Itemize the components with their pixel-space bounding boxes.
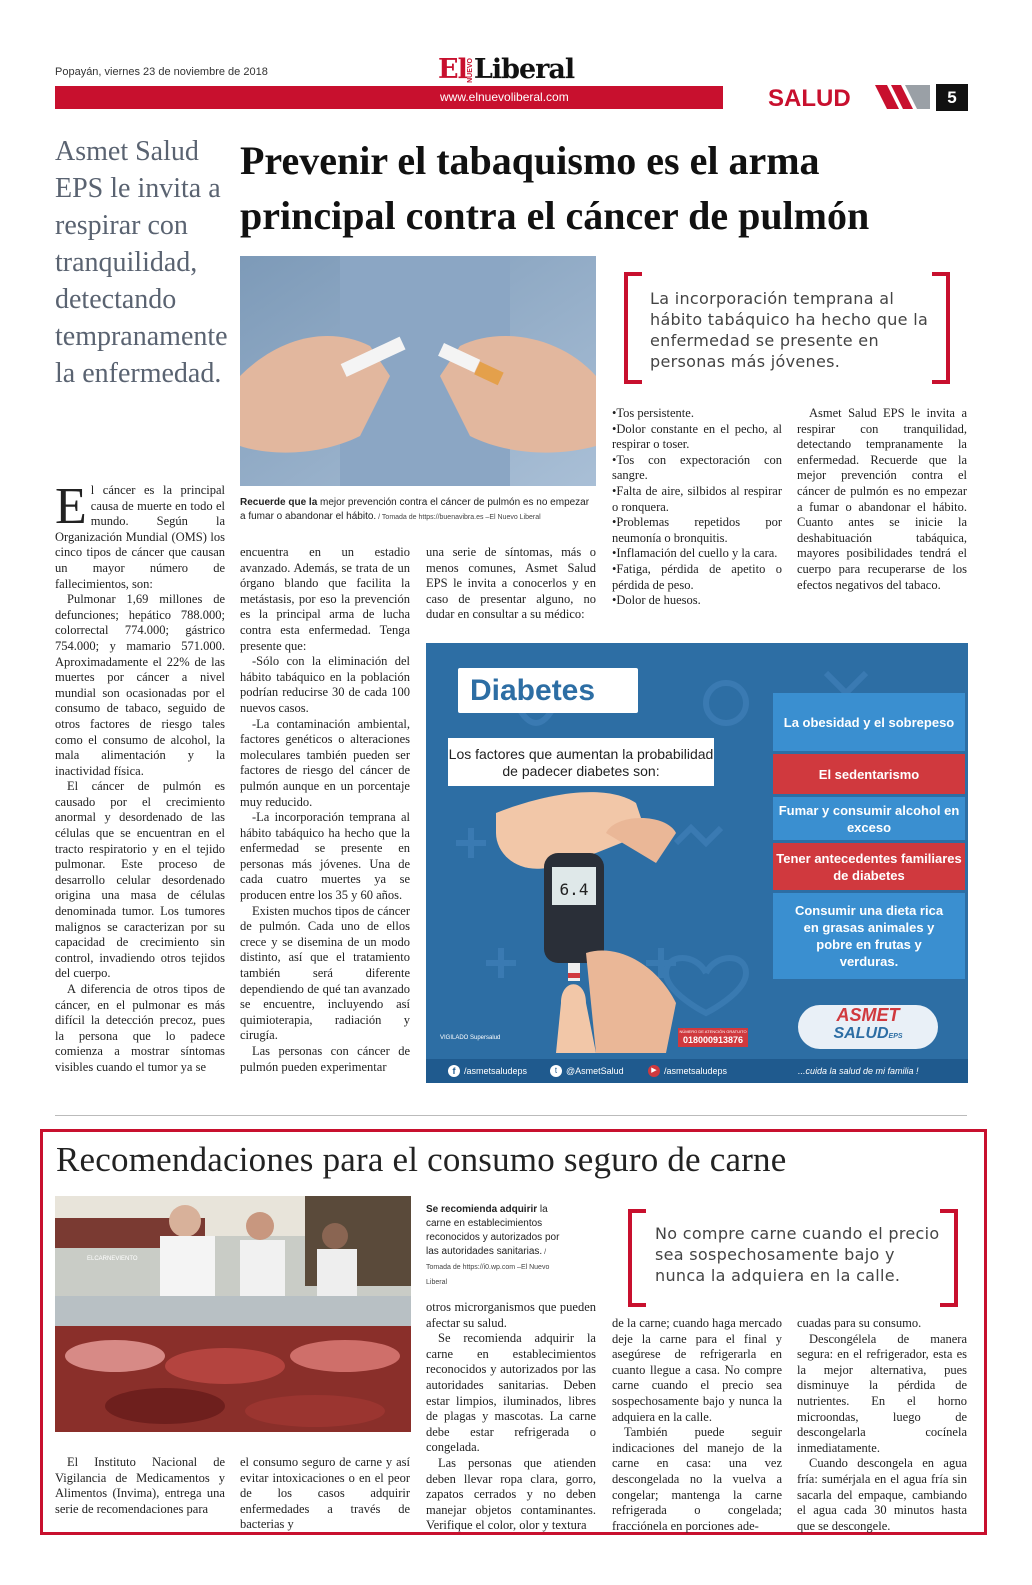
paragraph: -La incorporación temprana al hábito tabáquico ha hecho que la enfermedad se presente en personas más jóvenes. Una de cada cuatro muertes ya se producen entre los 35 y 60 años. bbox=[240, 810, 410, 903]
quote-bracket-right-2 bbox=[940, 1209, 958, 1307]
section-title: SALUD bbox=[768, 85, 851, 112]
quote-bracket-left-2 bbox=[628, 1209, 646, 1307]
page-number: 5 bbox=[936, 84, 968, 111]
caption-bold: Recuerde que la bbox=[240, 497, 318, 508]
paragraph: -La contaminación ambiental, factores genéticos o alteraciones moleculares también pueden ser factores de riesgo del cáncer de pulmón aunque en un porcentaje muy reducido. bbox=[240, 716, 410, 809]
social-twitter[interactable]: @AsmetSalud bbox=[566, 1066, 624, 1076]
ad-title: Diabetes bbox=[458, 668, 638, 713]
article2-column-5 bbox=[797, 1316, 967, 1534]
meter-reading: 6.4 bbox=[559, 880, 589, 899]
article-kicker: Asmet Salud EPS le invita a respirar con tranquilidad, detectando tempranamente la enfermedad. bbox=[55, 136, 228, 389]
symptom-item: •Tos con expectoración con sangre. bbox=[612, 452, 782, 483]
article-column-2 bbox=[240, 545, 410, 1075]
caption-credit-2: / Tomada de https://i0.wp.com –El Nuevo Liberal bbox=[426, 1249, 550, 1286]
paragraph: Existen muchos tipos de cáncer de pulmón. Cada uno de ellos crece y se disemina de un modo distinto, así que el tratamiento también será diferente dependiendo de qué tan avanzado se encuentre, incluyendo así quimioterapia, radiación y cirugía. bbox=[240, 903, 410, 1043]
article2-column-4 bbox=[612, 1316, 782, 1534]
youtube-icon: ▶ bbox=[648, 1065, 660, 1077]
phone-number[interactable]: 018000913876 bbox=[682, 1035, 744, 1045]
caption-text: mejor prevención contra el cáncer de pulmón es no empezar a fumar o abandonar el hábito. bbox=[240, 497, 590, 522]
vigilado-label: VIGILADO Supersalud bbox=[440, 1035, 501, 1041]
section-stripes-decoration bbox=[875, 85, 930, 109]
paragraph: Pulmonar 1,69 millones de defunciones; hepático 788.000; colorrectal 774.000; gástrico 754.000; y mamario 571.000. Aproximadamente el 22% de las muertes por cáncer a nivel mundial son ocasionadas por el consumo de tabaco, seguido de otros factores de riesgo tales como el consumo de alcohol, la mala alimentación y la inactividad física. bbox=[55, 592, 225, 778]
article2-column-1 bbox=[55, 1455, 225, 1517]
paragraph: El cáncer de pulmón es causado por el crecimiento anormal y desordenado de las células que se encuentran en el tracto respiratorio y en el tejido pulmonar. Este proceso de desarrollo celular desordenado origina una masa de células denominada tumor. Los tumores malignos se caracterizan por su capacidad de crecimiento sin control, invadiendo otros tejidos del cuerpo. bbox=[55, 779, 225, 981]
article2-column-2 bbox=[240, 1455, 410, 1533]
pull-quote-2: No compre carne cuando el precio sea sospechosamente bajo y nunca la adquiera en la calle. bbox=[655, 1224, 940, 1285]
paragraph: Las personas que atienden deben llevar ropa clara, gorro, zapatos cerrados y no deben manejar objetos contaminantes. Verifique el color, olor y textura bbox=[426, 1455, 596, 1533]
paragraph: una serie de síntomas, más o menos comunes, Asmet Salud EPS le invita a conocerlos y en caso de presentar alguno, no dudar en consultar a su médico: bbox=[426, 545, 596, 622]
logo-liberal: Liberal bbox=[473, 54, 575, 85]
article-column-5 bbox=[797, 406, 967, 593]
symptom-item: •Fatiga, pérdida de apetito o pérdida de peso. bbox=[612, 561, 782, 592]
caption-text-2: la carne en establecimientos reconocidos y autorizados por las autoridades sanitarias. bbox=[426, 1204, 560, 1257]
paragraph: Asmet Salud EPS le invita a respirar con tranquilidad, detectando tempranamente la enfermedad. Recuerde que la mejor prevención contra el cáncer de pulmón es no empezar a fumar o abandonar el hábito. Cuanto antes se inicie la deshabituación tabáquica, mayores posibilidades tendrá el cuerpo para recuperarse de los efectos negativos del tabaco. bbox=[797, 406, 967, 592]
symptom-item: •Tos persistente. bbox=[612, 406, 694, 420]
social-bar bbox=[426, 1059, 968, 1083]
factor-obesity: La obesidad y el sobrepeso bbox=[773, 693, 965, 751]
butcher-shop-photo bbox=[55, 1196, 411, 1432]
factor-sedentary: El sedentarismo bbox=[773, 754, 965, 794]
quote-bracket-right bbox=[932, 272, 950, 384]
factor-family-history: Tener antecedentes familiares de diabetes bbox=[773, 843, 965, 890]
article2-column-3 bbox=[426, 1300, 596, 1534]
caption-bold-2: Se recomienda adquirir bbox=[426, 1204, 538, 1215]
paragraph: el consumo seguro de carne y así evitar intoxicaciones o en el peor de los casos adquirir enfermedades a través de bacterias y bbox=[240, 1455, 410, 1532]
paragraph: otros microrganismos que pueden afectar su salud. bbox=[426, 1300, 596, 1330]
paragraph: También puede seguir indicaciones del manejo de la carne en casa: una vez descongelada no la vuelva a congelar; mantenga la carne refrigerada o congelada; fracciónela en porciones ade- bbox=[612, 1425, 782, 1533]
logo-el: El bbox=[438, 54, 467, 85]
social-youtube[interactable]: /asmetsaludeps bbox=[664, 1066, 728, 1076]
article-column-3 bbox=[426, 545, 596, 623]
header-red-bar bbox=[55, 86, 723, 109]
phone-label: NÚMERO DE ATENCIÓN GRATUITO bbox=[679, 1029, 747, 1034]
symptom-item: •Falta de aire, silbidos al respirar o ronquera. bbox=[612, 483, 782, 514]
paragraph: Descongélela de manera segura: en el refrigerador, esta es la mejor alternativa, pues disminuye la pérdida de nutrientes. En el horno microondas, luego de descongelarla cocínela inmediatamente. bbox=[797, 1331, 967, 1455]
shop-sign: ELCARNEVIENTO bbox=[87, 1256, 138, 1262]
paragraph: A diferencia de otros tipos de cáncer, en el pulmonar es más difícil la detección precoz, pues la persona que lo padece comienza a mostrar síntomas visibles cuando el tumor ya se bbox=[55, 982, 225, 1074]
symptom-item: •Problemas repetidos por neumonía o bronquitis. bbox=[612, 515, 782, 545]
ad-slogan: ...cuida la salud de mi familia ! bbox=[798, 1066, 919, 1076]
symptom-item: •Inflamación del cuello y la cara. bbox=[612, 546, 778, 561]
facebook-icon: f bbox=[448, 1065, 460, 1077]
phone-box bbox=[678, 1028, 748, 1047]
quote-bracket-left bbox=[624, 272, 642, 384]
symptom-item: •Dolor de huesos. bbox=[612, 593, 701, 608]
newspaper-logo bbox=[438, 54, 574, 85]
paragraph: de la carne; cuando haga mercado deje la carne para el final y asegúrese de refrigerarla en cuanto llegue a casa. No compre carne cuando el precio sea sospechosamente bajo y nunca la adquiera en la calle. bbox=[612, 1316, 782, 1424]
article-column-1 bbox=[55, 478, 225, 1076]
factor-diet: Consumir una dieta rica en grasas animales y pobre en frutas y verduras. bbox=[773, 893, 965, 979]
paragraph: cuadas para su consumo. bbox=[797, 1316, 922, 1330]
factor-smoking-alcohol: Fumar y consumir alcohol en exceso bbox=[773, 797, 965, 840]
ad-question: Los factores que aumentan la probabilidad de padecer diabetes son: bbox=[448, 738, 714, 786]
issue-date: Popayán, viernes 23 de noviembre de 2018 bbox=[55, 66, 268, 78]
paragraph: l cáncer es la principal causa de muerte en todo el mundo. Según la Organización Mundial (OMS) los cinco tipos de cáncer que causan un mayor número de fallecimientos, son: bbox=[55, 483, 225, 591]
section-divider bbox=[55, 1115, 967, 1116]
article-headline: Prevenir el tabaquismo es el arma principal contra el cáncer de pulmón bbox=[240, 138, 870, 238]
drop-cap: E bbox=[55, 478, 87, 535]
paragraph: El Instituto Nacional de Vigilancia de Medicamentos y Alimentos (Invima), entrega una serie de recomendaciones para bbox=[55, 1455, 225, 1516]
twitter-icon: t bbox=[550, 1065, 562, 1077]
asmet-logo-top: ASMET bbox=[836, 1005, 900, 1025]
pull-quote: La incorporación temprana al hábito tabáquico ha hecho que la enfermedad se presente en personas más jóvenes. bbox=[650, 289, 929, 371]
asmet-logo bbox=[798, 1005, 938, 1049]
asmet-logo-bottom: SALUD bbox=[833, 1025, 889, 1042]
website-url[interactable]: www.elnuevoliberal.com bbox=[440, 90, 569, 104]
photo-caption bbox=[240, 496, 596, 525]
photo-caption-2 bbox=[426, 1203, 566, 1290]
paragraph: Las personas con cáncer de pulmón pueden experimentar bbox=[240, 1044, 410, 1074]
logo-nuevo: NUEVO bbox=[466, 58, 474, 83]
caption-credit: / Tomada de https://buenavibra.es –El Nuevo Liberal bbox=[376, 514, 541, 521]
paragraph: encuentra en un estadio avanzado. Además, se trata de un órgano blando que facilita la metástasis, por eso la prevención es la principal arma de lucha contra esta enfermedad. Tenga presente que: bbox=[240, 545, 410, 653]
article-headline-2: Recomendaciones para el consumo seguro de carne bbox=[56, 1140, 787, 1179]
symptom-item: •Dolor constante en el pecho, al respirar o toser. bbox=[612, 421, 782, 452]
article-column-4 bbox=[612, 406, 782, 609]
paragraph: -Sólo con la eliminación del hábito tabáquico en la población podrían reducirse 30 de cada 100 nuevos casos. bbox=[240, 654, 410, 715]
glucometer-illustration bbox=[486, 773, 746, 1053]
social-facebook[interactable]: /asmetsaludeps bbox=[464, 1066, 528, 1076]
cigarette-photo bbox=[240, 256, 596, 486]
paragraph: Se recomienda adquirir la carne en establecimientos reconocidos y autorizados por las autoridades sanitarias. Deben estar limpios, iluminados, libres de plagas y mascotas. La carne debe estar refrigerada o congelada. bbox=[426, 1331, 596, 1455]
paragraph: Cuando descongela en agua fría: sumérjala en el agua fría sin sacarla del empaque, cambiando el agua cada 30 minutos hasta que se descongele. bbox=[797, 1456, 967, 1533]
asmet-logo-eps: EPS bbox=[888, 1033, 903, 1040]
